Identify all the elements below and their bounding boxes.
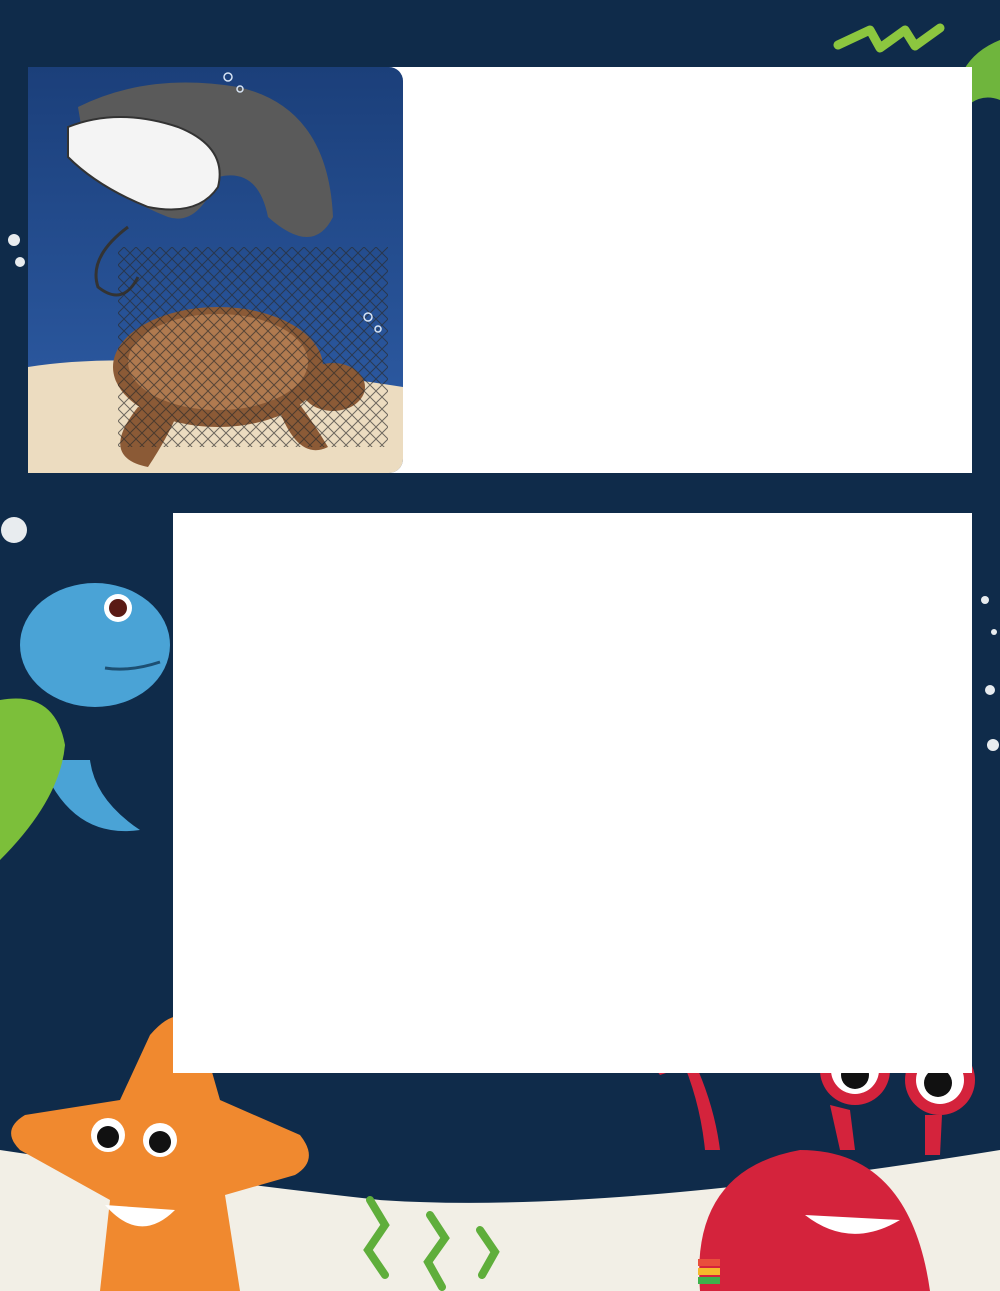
bottom-story-panel [173, 513, 972, 1073]
logo-letter [698, 1268, 720, 1275]
liveworksheets-logo-icon [698, 1258, 720, 1285]
logo-letter [698, 1259, 720, 1266]
liveworksheets-watermark[interactable] [698, 1256, 724, 1286]
seaweed-icon [838, 28, 940, 48]
turtle-shell-icon [0, 698, 65, 860]
story-illustration [28, 67, 403, 473]
logo-letter [698, 1277, 720, 1284]
fishing-net-icon [118, 247, 388, 447]
